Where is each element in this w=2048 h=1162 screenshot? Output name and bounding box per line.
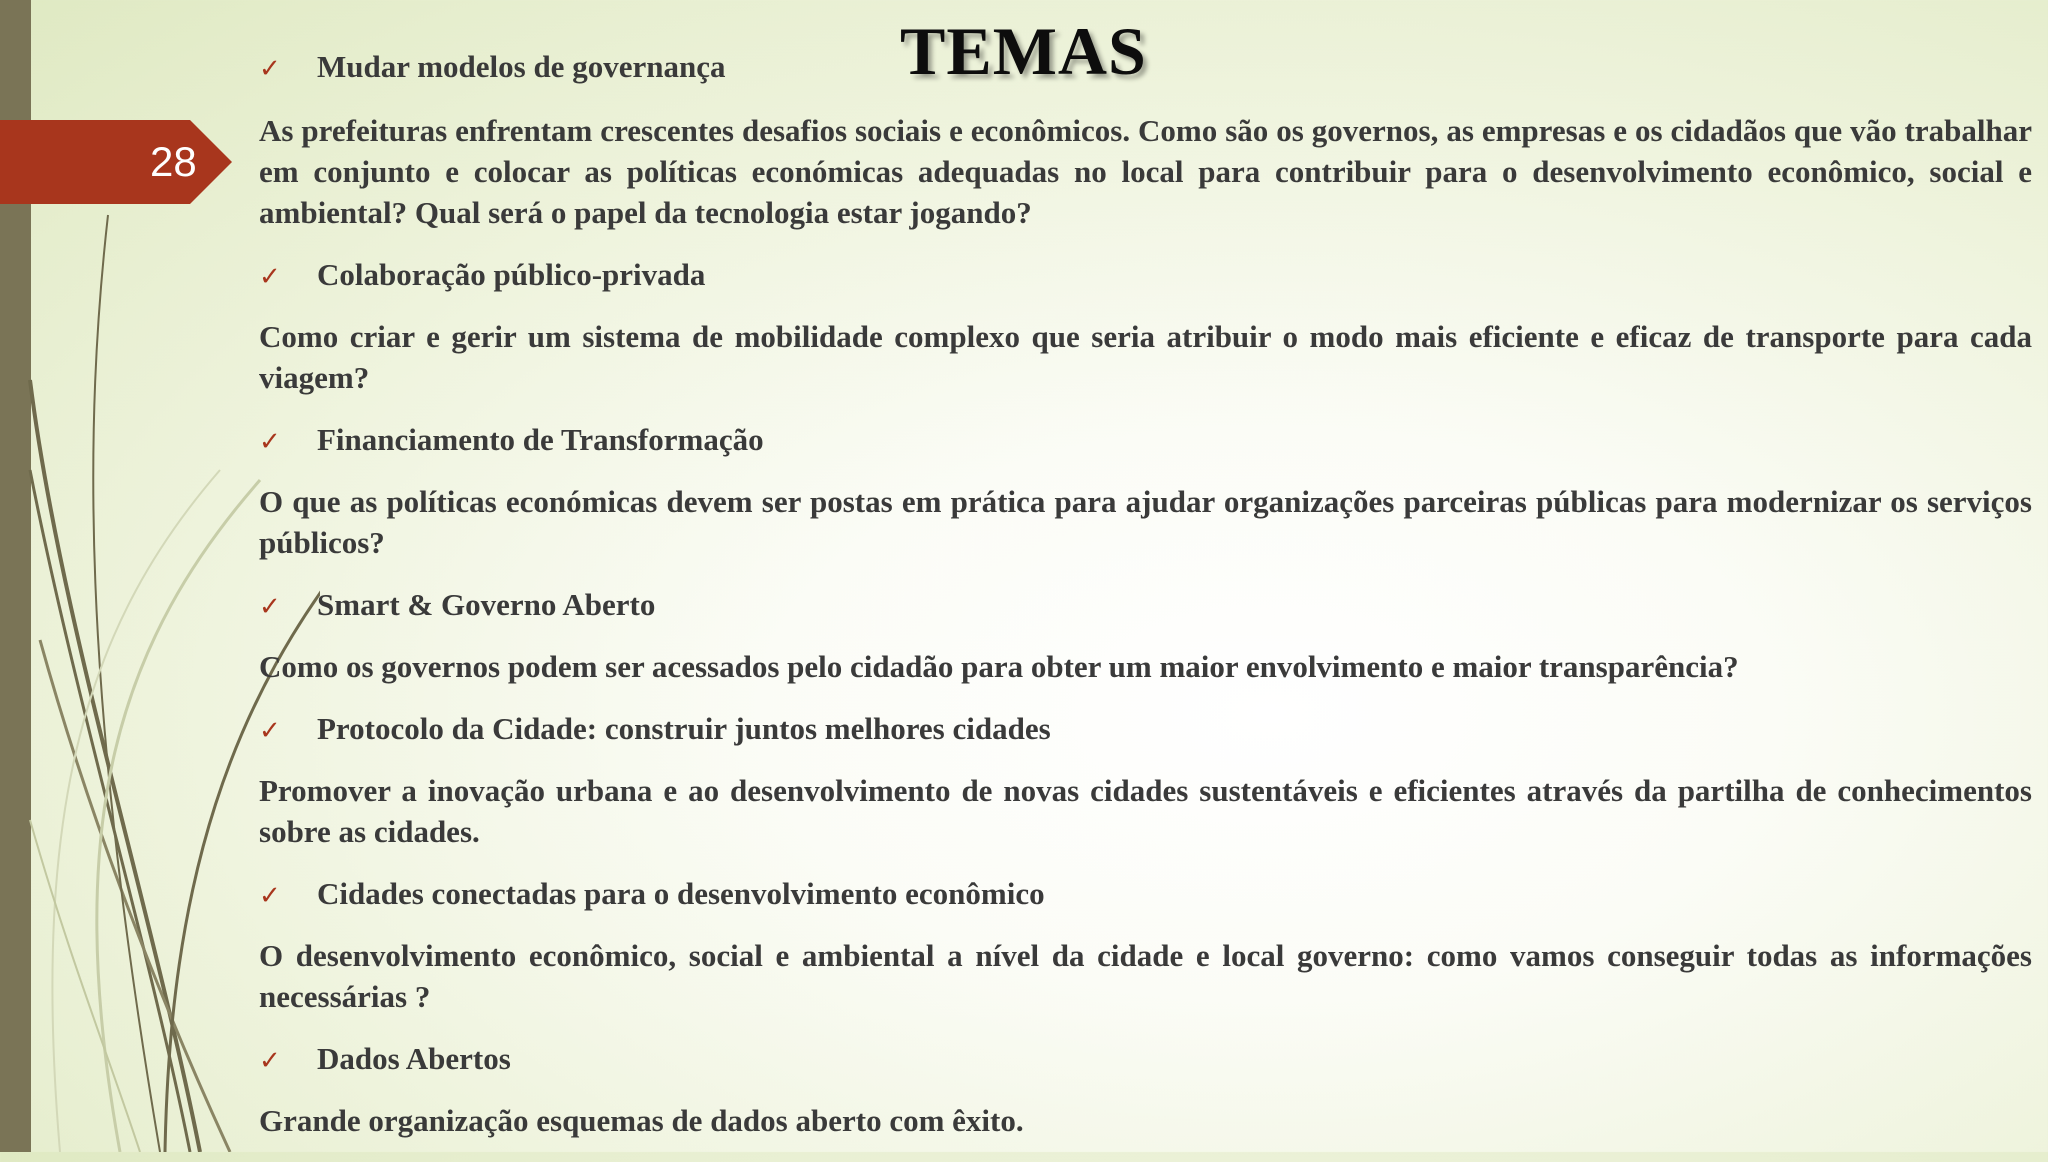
check-icon: ✓ xyxy=(259,1046,281,1076)
topic-description: Como os governos podem ser acessados pelo cidadão para obter um maior envolvimento e maior transparência? xyxy=(259,649,1739,684)
topic-heading-label: Smart & Governo Aberto xyxy=(317,587,656,622)
topic-description: O que as políticas económicas devem ser postas em prática para ajudar organizações parceiras públicas para modernizar os serviços públicos? xyxy=(259,484,2032,560)
slide-title: TEMAS xyxy=(900,13,1147,89)
topic-heading-label: Protocolo da Cidade: construir juntos melhores cidades xyxy=(317,711,1051,746)
check-icon: ✓ xyxy=(259,716,281,746)
slide-number-arrow xyxy=(0,120,232,204)
topic-heading-label: Dados Abertos xyxy=(317,1041,511,1076)
topic-heading-label: Colaboração público-privada xyxy=(317,257,706,292)
topic-description: As prefeituras enfrentam crescentes desafios sociais e econômicos. Como são os governos, as empresas e os cidadãos que vão trabalhar em conjunto e colocar as políticas económicas adequadas no local para contribuir para o desenvolvimento econômico, social e ambiental? Qual será o papel da tecnologia estar jogando? xyxy=(259,113,2032,230)
check-icon: ✓ xyxy=(259,592,281,622)
topic-heading-label: Cidades conectadas para o desenvolvimento econômico xyxy=(317,876,1045,911)
check-icon: ✓ xyxy=(259,881,281,911)
topic-description: Promover a inovação urbana e ao desenvolvimento de novas cidades sustentáveis e eficientes através da partilha de conhecimentos sobre as cidades. xyxy=(259,773,2032,849)
topic-heading xyxy=(259,708,2032,749)
topics-list xyxy=(259,46,2032,1162)
topic-heading xyxy=(259,584,2032,625)
check-icon: ✓ xyxy=(259,262,281,292)
topic-description: O desenvolvimento econômico, social e ambiental a nível da cidade e local governo: como vamos conseguir todas as informações necessárias ? xyxy=(259,938,2032,1014)
topic-description: Como criar e gerir um sistema de mobilidade complexo que seria atribuir o modo mais eficiente e eficaz de transporte para cada viagem? xyxy=(259,319,2032,395)
topic-heading xyxy=(259,46,2032,87)
topic-heading xyxy=(259,419,2032,460)
check-icon: ✓ xyxy=(259,54,281,84)
topic-heading xyxy=(259,254,2032,295)
topic-heading-label: Mudar modelos de governança xyxy=(317,49,726,84)
check-icon: ✓ xyxy=(259,427,281,457)
topic-heading xyxy=(259,1038,2032,1079)
topic-heading xyxy=(259,873,2032,914)
topic-heading-label: Financiamento de Transformação xyxy=(317,422,764,457)
slide-number-badge xyxy=(0,120,232,204)
slide-number: 28 xyxy=(150,138,197,185)
topic-description: Grande organização esquemas de dados aberto com êxito. xyxy=(259,1103,1024,1138)
